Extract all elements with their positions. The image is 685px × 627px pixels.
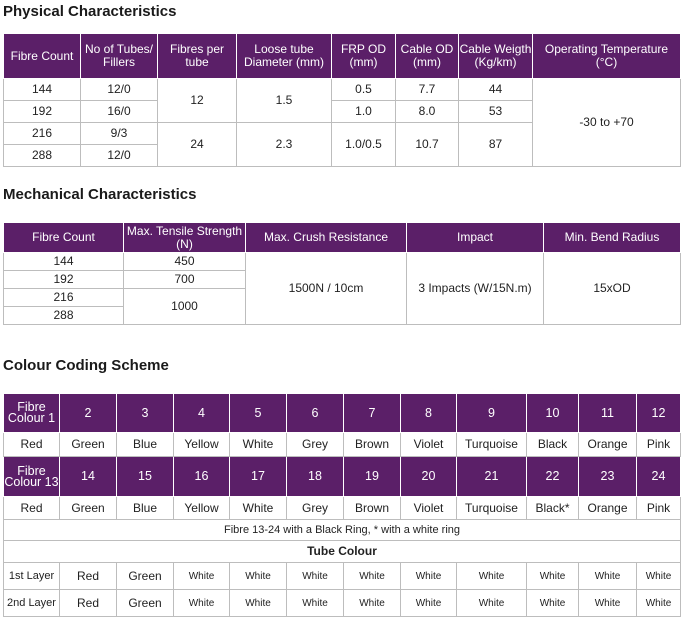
cell-fibre-count: 216 <box>4 123 81 145</box>
layer-2-label: 2nd Layer <box>4 590 60 617</box>
tube-colour: White <box>401 563 457 590</box>
cell-fibre-count: 144 <box>4 253 124 271</box>
cell-crush: 1500N / 10cm <box>246 253 407 325</box>
cell-tensile: 1000 <box>124 289 246 325</box>
col-bend-radius: Min. Bend Radius <box>544 223 681 253</box>
layer-1-row <box>4 563 681 590</box>
colour-name: Green <box>60 433 117 457</box>
fibre-number: 8 <box>401 394 457 433</box>
fibre-number: 10 <box>527 394 579 433</box>
colour-name: Yellow <box>174 497 230 520</box>
fibre-number: 19 <box>344 457 401 497</box>
cell-tubes: 9/3 <box>81 123 158 145</box>
colour-name: Turquoise <box>457 497 527 520</box>
colour-name: Black <box>527 433 579 457</box>
fibre-number: 2 <box>60 394 117 433</box>
cell-fibre-count: 288 <box>4 145 81 167</box>
fibre-colour-1-header: Fibre Colour 1 <box>4 394 60 433</box>
colour-name: Blue <box>117 433 174 457</box>
cell-tubes: 16/0 <box>81 101 158 123</box>
table-row <box>4 253 681 271</box>
colour-name: Orange <box>579 497 637 520</box>
tube-colour: White <box>174 590 230 617</box>
tube-colour: White <box>527 563 579 590</box>
fibre-number: 14 <box>60 457 117 497</box>
cell-fibres-per-tube: 12 <box>158 79 237 123</box>
tube-colour: White <box>344 563 401 590</box>
fibre-number: 20 <box>401 457 457 497</box>
fibre-number: 16 <box>174 457 230 497</box>
physical-table <box>3 33 681 167</box>
col-tubes-fillers: No of Tubes/ Fillers <box>81 34 158 79</box>
fibre-number: 17 <box>230 457 287 497</box>
colour-name: Red <box>4 433 60 457</box>
colour-name: Violet <box>401 497 457 520</box>
fibre-number: 24 <box>637 457 681 497</box>
cell-frp: 1.0 <box>332 101 396 123</box>
cell-tensile: 450 <box>124 253 246 271</box>
cell-fibres-per-tube: 24 <box>158 123 237 167</box>
fibre-colour-row-2 <box>4 497 681 520</box>
fibre-number: 12 <box>637 394 681 433</box>
colour-name: White <box>230 433 287 457</box>
tube-colour: White <box>174 563 230 590</box>
cell-bend: 15xOD <box>544 253 681 325</box>
tube-colour: White <box>287 590 344 617</box>
colour-name: Pink <box>637 433 681 457</box>
colour-name: Yellow <box>174 433 230 457</box>
fibre-number: 22 <box>527 457 579 497</box>
tube-colour: White <box>457 563 527 590</box>
col-operating-temp: Operating Temperature (°C) <box>533 34 681 79</box>
fibre-number: 11 <box>579 394 637 433</box>
cell-impact: 3 Impacts (W/15N.m) <box>407 253 544 325</box>
cell-cable-od: 7.7 <box>396 79 459 101</box>
fibre-number: 4 <box>174 394 230 433</box>
cell-fibre-count: 192 <box>4 271 124 289</box>
col-fibre-count: Fibre Count <box>4 223 124 253</box>
tube-colour: Green <box>117 563 174 590</box>
tube-colour: Green <box>117 590 174 617</box>
cell-weight: 87 <box>459 123 533 167</box>
fibre-number: 6 <box>287 394 344 433</box>
colour-name: Pink <box>637 497 681 520</box>
tube-colour: White <box>457 590 527 617</box>
cell-weight: 44 <box>459 79 533 101</box>
tube-colour: White <box>637 590 681 617</box>
colour-name: Red <box>4 497 60 520</box>
col-loose-tube-diameter: Loose tube Diameter (mm) <box>237 34 332 79</box>
fibre-number-row-2 <box>4 457 681 497</box>
col-cable-weight: Cable Weigth (Kg/km) <box>459 34 533 79</box>
colour-name: Grey <box>287 433 344 457</box>
mechanical-table <box>3 222 681 325</box>
colour-table <box>3 393 681 617</box>
tube-colour: White <box>230 590 287 617</box>
cell-cable-od: 10.7 <box>396 123 459 167</box>
fibre-number-row-1 <box>4 394 681 433</box>
cell-frp: 1.0/0.5 <box>332 123 396 167</box>
fibre-number: 9 <box>457 394 527 433</box>
tube-colour: White <box>637 563 681 590</box>
colour-name: Black* <box>527 497 579 520</box>
cell-cable-od: 8.0 <box>396 101 459 123</box>
cell-diameter: 2.3 <box>237 123 332 167</box>
colour-name: Turquoise <box>457 433 527 457</box>
tube-colour-heading-row <box>4 541 681 563</box>
tube-colour: Red <box>60 563 117 590</box>
tube-colour-title: Tube Colour <box>4 541 681 563</box>
cell-fibre-count: 144 <box>4 79 81 101</box>
tube-colour: White <box>230 563 287 590</box>
fibre-number: 23 <box>579 457 637 497</box>
fibre-number: 18 <box>287 457 344 497</box>
mechanical-title: Mechanical Characteristics <box>3 186 197 203</box>
cell-frp: 0.5 <box>332 79 396 101</box>
col-cable-od: Cable OD (mm) <box>396 34 459 79</box>
colour-name: Grey <box>287 497 344 520</box>
tube-colour: White <box>579 590 637 617</box>
fibre-colour-row-1 <box>4 433 681 457</box>
note-row <box>4 520 681 541</box>
fibre-number: 3 <box>117 394 174 433</box>
tube-colour: White <box>527 590 579 617</box>
colour-name: Violet <box>401 433 457 457</box>
ring-note: Fibre 13-24 with a Black Ring, * with a white ring <box>4 520 681 541</box>
cell-tubes: 12/0 <box>81 145 158 167</box>
colour-name: Green <box>60 497 117 520</box>
tube-colour: White <box>287 563 344 590</box>
layer-2-row <box>4 590 681 617</box>
fibre-colour-13-header: Fibre Colour 13 <box>4 457 60 497</box>
layer-1-label: 1st Layer <box>4 563 60 590</box>
cell-fibre-count: 216 <box>4 289 124 307</box>
fibre-number: 15 <box>117 457 174 497</box>
cell-fibre-count: 192 <box>4 101 81 123</box>
tube-colour: Red <box>60 590 117 617</box>
colour-title: Colour Coding Scheme <box>3 357 169 374</box>
colour-name: White <box>230 497 287 520</box>
cell-fibre-count: 288 <box>4 307 124 325</box>
col-tensile-strength: Max. Tensile Strength (N) <box>124 223 246 253</box>
col-fibre-count: Fibre Count <box>4 34 81 79</box>
fibre-number: 5 <box>230 394 287 433</box>
colour-name: Orange <box>579 433 637 457</box>
tube-colour: White <box>579 563 637 590</box>
cell-tubes: 12/0 <box>81 79 158 101</box>
colour-name: Brown <box>344 433 401 457</box>
colour-name: Blue <box>117 497 174 520</box>
col-fibres-per-tube: Fibres per tube <box>158 34 237 79</box>
col-crush-resistance: Max. Crush Resistance <box>246 223 407 253</box>
cell-temperature: -30 to +70 <box>533 79 681 167</box>
cell-diameter: 1.5 <box>237 79 332 123</box>
col-frp-od: FRP OD (mm) <box>332 34 396 79</box>
colour-name: Brown <box>344 497 401 520</box>
tube-colour: White <box>344 590 401 617</box>
col-impact: Impact <box>407 223 544 253</box>
cell-tensile: 700 <box>124 271 246 289</box>
physical-title: Physical Characteristics <box>3 3 177 20</box>
fibre-number: 7 <box>344 394 401 433</box>
table-row <box>4 79 681 101</box>
cell-weight: 53 <box>459 101 533 123</box>
tube-colour: White <box>401 590 457 617</box>
fibre-number: 21 <box>457 457 527 497</box>
